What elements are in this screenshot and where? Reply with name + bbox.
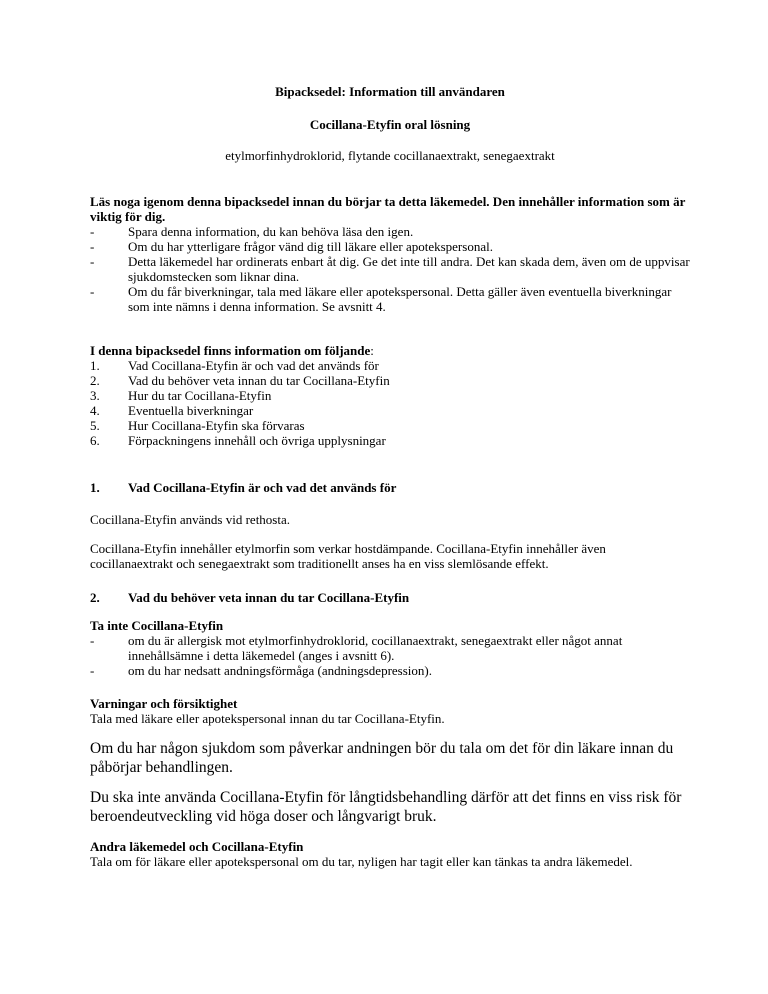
dash-marker: - bbox=[90, 663, 95, 678]
product-name: Cocillana-Etyfin oral lösning bbox=[309, 117, 471, 132]
dash-marker: - bbox=[90, 254, 95, 269]
list-item: - om du har nedsatt andningsförmåga (andningsdepression). bbox=[90, 663, 432, 678]
list-item: - Spara denna information, du kan behöva läsa den igen. bbox=[90, 224, 414, 239]
dash-marker: - bbox=[90, 284, 95, 299]
subsection-heading: Varningar och försiktighet bbox=[90, 696, 238, 711]
toc-section bbox=[90, 343, 690, 448]
list-item: - om du är allergisk mot etylmorfinhydroklorid, cocillanaextrakt, senegaextrakt eller något annat innehållsämne i detta läkemedel (anges i avsnitt 6). bbox=[90, 633, 623, 663]
dash-marker: - bbox=[90, 239, 95, 254]
dash-marker: - bbox=[90, 633, 95, 648]
section-heading: 2. Vad du behöver veta innan du tar Cocillana-Etyfin bbox=[90, 590, 410, 605]
list-item: - Om du får biverkningar, tala med läkare eller apotekspersonal. Detta gäller även eventuella biverkningar som inte nämns i denna information. Se avsnitt 4. bbox=[90, 284, 672, 314]
toc-item: 1. Vad Cocillana-Etyfin är och vad det används för bbox=[90, 358, 379, 373]
subsection-heading: Ta inte Cocillana-Etyfin bbox=[90, 618, 224, 633]
other-medicines-text: Tala om för läkare eller apotekspersonal om du tar, nyligen har tagit eller kan tänkas ta andra läkemedel. bbox=[90, 854, 633, 869]
toc-heading: I denna bipacksedel finns information om följande: bbox=[90, 343, 374, 358]
subsection-do-not-take bbox=[90, 618, 690, 678]
toc-item: 4. Eventuella biverkningar bbox=[90, 403, 254, 418]
ingredients-line: etylmorfinhydroklorid, flytande cocillanaextrakt, senegaextrakt bbox=[225, 148, 555, 163]
warning-paragraph: Om du har någon sjukdom som påverkar andningen bör du tala om det för din läkare innan du påbörjar behandlingen. bbox=[90, 740, 674, 776]
toc-item: 2. Vad du behöver veta innan du tar Cocillana-Etyfin bbox=[90, 373, 390, 388]
toc-item: 5. Hur Cocillana-Etyfin ska förvaras bbox=[90, 418, 305, 433]
section-1-paragraph: Cocillana-Etyfin används vid rethosta. bbox=[90, 512, 291, 527]
intro-heading: Läs noga igenom denna bipacksedel innan du börjar ta detta läkemedel. Den innehåller information som är viktig för dig. bbox=[90, 194, 686, 224]
page-title: Bipacksedel: Information till användaren bbox=[275, 84, 505, 99]
section-2 bbox=[90, 590, 690, 605]
dash-marker: - bbox=[90, 224, 95, 239]
list-item: - Om du har ytterligare frågor vänd dig till läkare eller apotekspersonal. bbox=[90, 239, 493, 254]
subsection-warnings bbox=[90, 696, 690, 726]
list-item: - Detta läkemedel har ordinerats enbart åt dig. Ge det inte till andra. Det kan skada dem, även om de uppvisar sjukdomstecken som liknar dina. bbox=[90, 254, 690, 284]
warnings-text: Tala med läkare eller apotekspersonal innan du tar Cocillana-Etyfin. bbox=[90, 711, 445, 726]
subsection-heading: Andra läkemedel och Cocillana-Etyfin bbox=[90, 839, 304, 854]
section-1-paragraph: Cocillana-Etyfin innehåller etylmorfin som verkar hostdämpande. Cocillana-Etyfin innehåller även cocillanaextrakt och senegaextrakt som traditionellt anses ha en viss slemlösande effekt. bbox=[90, 541, 606, 571]
section-1 bbox=[90, 480, 690, 495]
subsection-other-medicines bbox=[90, 839, 690, 869]
toc-item: 3. Hur du tar Cocillana-Etyfin bbox=[90, 388, 272, 403]
section-heading: 1. Vad Cocillana-Etyfin är och vad det används för bbox=[90, 480, 397, 495]
intro-section bbox=[90, 194, 690, 314]
toc-item: 6. Förpackningens innehåll och övriga upplysningar bbox=[90, 433, 386, 448]
warning-paragraph: Du ska inte använda Cocillana-Etyfin för långtidsbehandling därför att det finns en viss risk för beroendeutveckling vid höga doser och långvarigt bruk. bbox=[90, 789, 682, 825]
